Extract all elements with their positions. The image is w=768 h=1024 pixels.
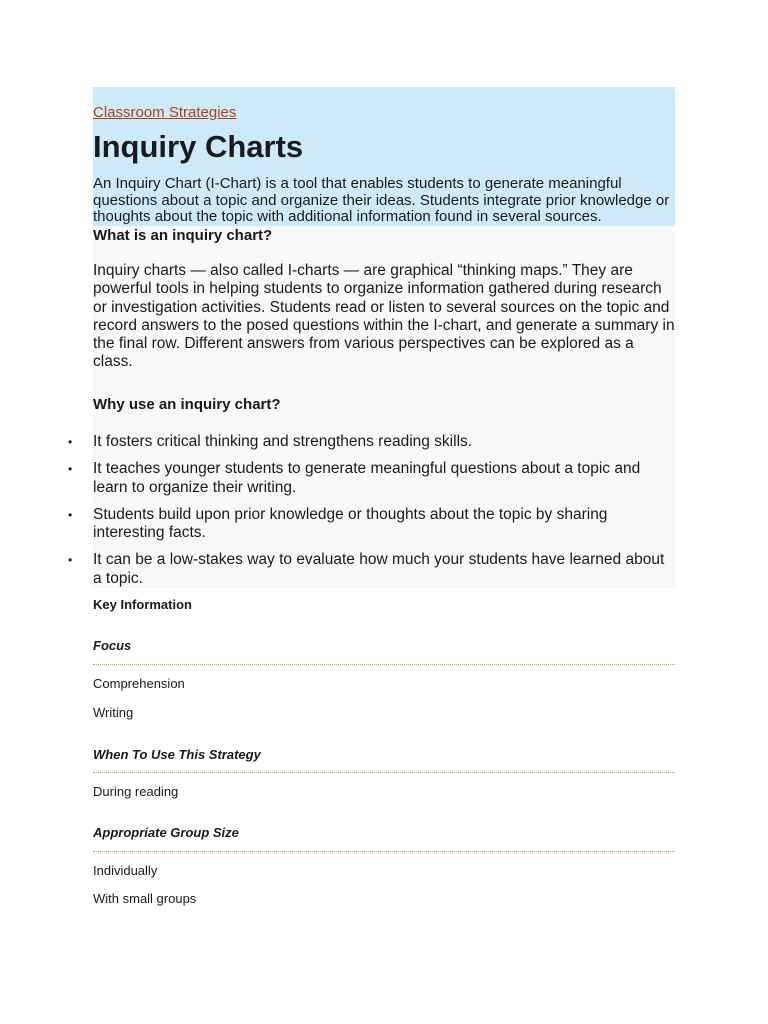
category-link[interactable]: Classroom Strategies (93, 104, 237, 121)
focus-divider (93, 664, 675, 665)
group-size-value-small-groups: With small groups (93, 891, 197, 906)
why-heading: Why use an inquiry chart? (93, 396, 281, 413)
focus-value-comprehension: Comprehension (93, 676, 185, 691)
what-heading: What is an inquiry chart? (93, 227, 273, 244)
bullet-icon: • (68, 435, 73, 449)
group-size-label: Appropriate Group Size (93, 825, 239, 840)
list-item-text: It fosters critical thinking and strengthens reading skills. (93, 433, 473, 450)
focus-label: Focus (93, 638, 132, 653)
why-bullet-list (68, 433, 675, 597)
focus-value-writing: Writing (93, 705, 134, 720)
bullet-icon: • (68, 507, 73, 522)
list-item (68, 433, 675, 451)
key-information-heading: Key Information (93, 597, 192, 612)
group-size-value-individually: Individually (93, 863, 158, 878)
list-item-text: It can be a low-stakes way to evaluate how much your students have learned about a topic. (93, 551, 665, 587)
when-to-use-label: When To Use This Strategy (93, 747, 261, 762)
what-paragraph: Inquiry charts — also called I-charts — are graphical “thinking maps.” They are powerful tools in helping students to organize information gathered during research or investigation activities. Students read or listen to several sources on the topic and record answers to the posed questions within the I-chart, and generate a summary in the final row. Different answers from various perspectives can be explored as a class. (93, 262, 675, 371)
list-item (68, 506, 675, 543)
when-to-use-divider (93, 772, 675, 773)
bullet-icon: • (68, 553, 73, 568)
list-item (68, 460, 675, 497)
intro-paragraph: An Inquiry Chart (I-Chart) is a tool that enables students to generate meaningful questions about a topic and organize their ideas. Students integrate prior knowledge or thoughts about the topic with additional information found in several sources. (93, 175, 670, 226)
group-size-divider (93, 851, 675, 852)
list-item-text: Students build upon prior knowledge or thoughts about the topic by sharing interesting facts. (93, 505, 608, 542)
when-to-use-value: During reading (93, 784, 179, 799)
list-item (68, 551, 675, 588)
bullet-icon: • (68, 462, 73, 477)
list-item-text: It teaches younger students to generate meaningful questions about a topic and learn to organize their writing. (93, 460, 641, 496)
page-title: Inquiry Charts (93, 129, 304, 164)
